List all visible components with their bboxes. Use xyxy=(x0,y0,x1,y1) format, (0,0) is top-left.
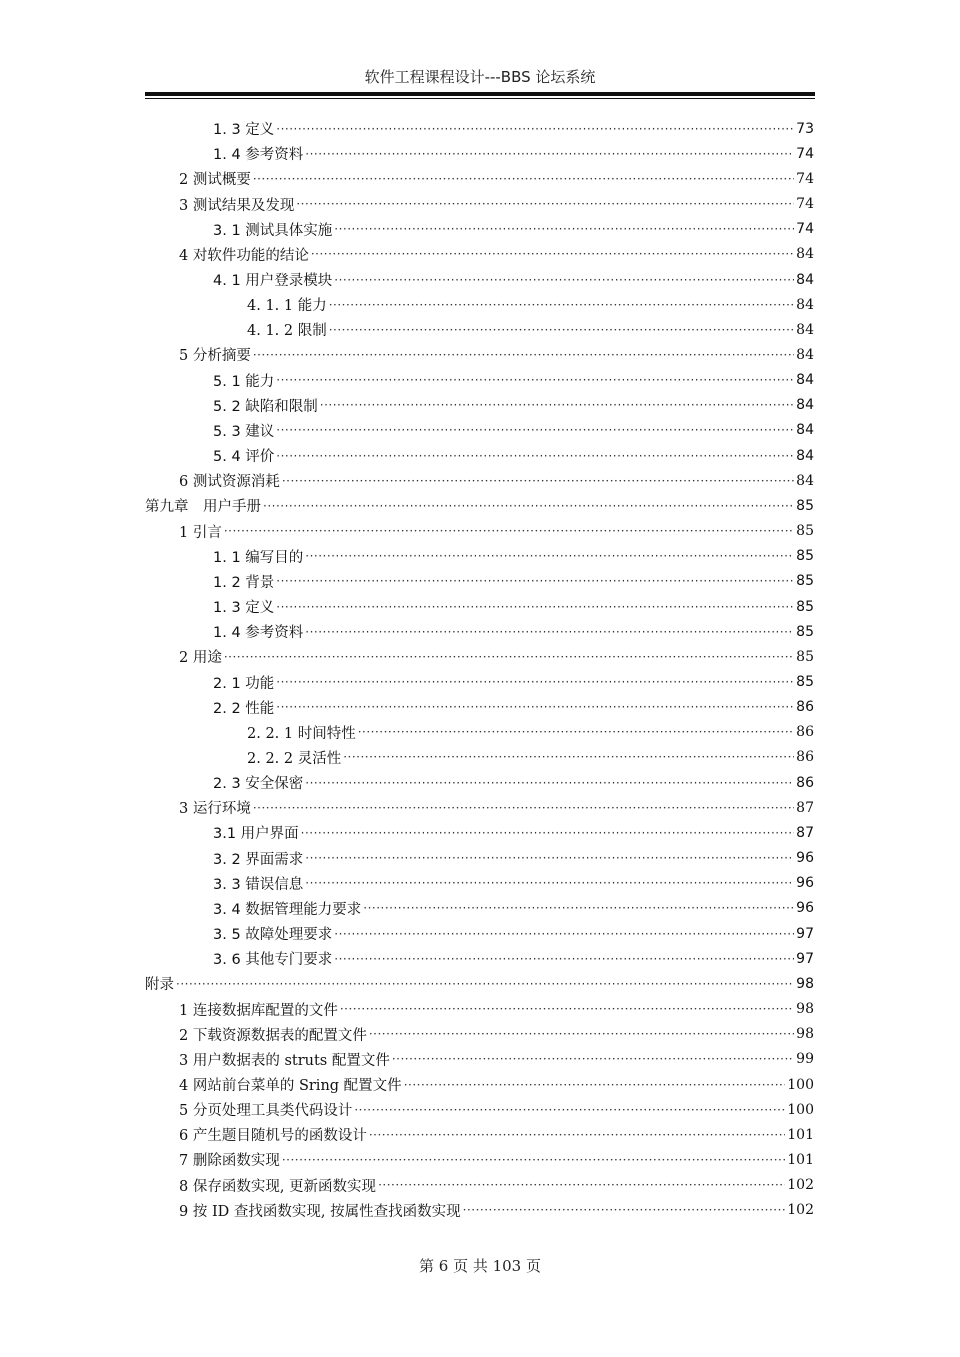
toc-entry-page: 85 xyxy=(796,573,814,590)
toc-entry[interactable] xyxy=(145,292,815,317)
toc-entry-page: 97 xyxy=(796,925,814,942)
toc-dot-leader xyxy=(463,1203,786,1217)
toc-entry-page: 85 xyxy=(796,674,814,691)
toc-entry-page: 84 xyxy=(796,246,814,263)
toc-entry-page: 98 xyxy=(796,1001,814,1018)
toc-dot-leader xyxy=(334,273,794,287)
toc-entry[interactable] xyxy=(145,846,815,871)
toc-entry-page: 87 xyxy=(796,799,814,816)
toc-entry-page: 86 xyxy=(796,749,814,766)
toc-entry-title: 2 测试概要 xyxy=(179,172,251,189)
toc-dot-leader xyxy=(363,901,794,915)
toc-dot-leader xyxy=(369,1128,785,1142)
toc-entry[interactable] xyxy=(145,871,815,896)
toc-entry-title: 3.1 用户界面 xyxy=(213,826,299,843)
toc-dot-leader xyxy=(334,222,794,236)
toc-entry-title: 3. 5 故障处理要求 xyxy=(213,927,333,944)
toc-entry[interactable] xyxy=(145,1122,815,1147)
toc-dot-leader xyxy=(358,725,794,739)
toc-entry-title: 3 用户数据表的 struts 配置文件 xyxy=(179,1052,390,1069)
toc-dot-leader xyxy=(305,147,794,161)
toc-dot-leader xyxy=(305,851,794,865)
toc-entry-page: 84 xyxy=(796,422,814,439)
toc-entry[interactable] xyxy=(145,468,815,493)
toc-entry-title: 6 测试资源消耗 xyxy=(179,474,280,491)
toc-entry-title: 5. 3 建议 xyxy=(213,423,275,440)
toc-dot-leader xyxy=(320,398,794,412)
toc-dot-leader xyxy=(176,977,794,991)
toc-entry-title: 2 下载资源数据表的配置文件 xyxy=(179,1027,367,1044)
toc-entry-page: 85 xyxy=(796,648,814,665)
toc-entry-page: 101 xyxy=(787,1151,814,1168)
toc-dot-leader xyxy=(276,600,794,614)
toc-entry-title: 5. 1 能力 xyxy=(213,373,275,390)
toc-entry-page: 84 xyxy=(796,472,814,489)
toc-entry[interactable] xyxy=(145,996,815,1021)
toc-dot-leader xyxy=(276,373,794,387)
toc-dot-leader xyxy=(329,298,794,312)
toc-entry-title: 1. 3 定义 xyxy=(213,600,275,617)
toc-dot-leader xyxy=(224,524,794,538)
toc-dot-leader xyxy=(253,801,794,815)
toc-entry[interactable] xyxy=(145,519,815,544)
toc-entry-title: 1. 1 编写目的 xyxy=(213,549,304,566)
toc-entry[interactable] xyxy=(145,368,815,393)
toc-dot-leader xyxy=(404,1078,786,1092)
page-footer: 第 6 页 共 103 页 xyxy=(418,1257,541,1275)
toc-entry[interactable] xyxy=(145,191,815,216)
toc-entry[interactable] xyxy=(145,795,815,820)
toc-entry-title: 5. 2 缺陷和限制 xyxy=(213,398,318,415)
toc-entry-page: 98 xyxy=(796,975,814,992)
toc-entry[interactable] xyxy=(145,317,815,342)
toc-entry-page: 84 xyxy=(796,397,814,414)
toc-entry-page: 96 xyxy=(796,900,814,917)
toc-entry[interactable] xyxy=(145,594,815,619)
toc-entry-page: 85 xyxy=(796,598,814,615)
toc-entry-title: 9 按 ID 查找函数实现, 按属性查找函数实现 xyxy=(179,1203,461,1220)
toc-entry-page: 85 xyxy=(796,523,814,540)
toc-entry[interactable] xyxy=(145,946,815,971)
toc-entry-page: 87 xyxy=(796,824,814,841)
toc-entry-title: 1 连接数据库配置的文件 xyxy=(179,1002,338,1019)
toc-entry-title: 1. 4 参考资料 xyxy=(213,625,304,642)
toc-dot-leader xyxy=(334,952,794,966)
toc-entry-page: 84 xyxy=(796,271,814,288)
toc-entry[interactable] xyxy=(145,267,815,292)
toc-entry-title: 3. 6 其他专门要求 xyxy=(213,952,333,969)
toc-entry-page: 74 xyxy=(796,221,814,238)
toc-entry[interactable] xyxy=(145,971,815,996)
toc-entry-page: 84 xyxy=(796,296,814,313)
toc-entry[interactable] xyxy=(145,443,815,468)
toc-entry-title: 3. 1 测试具体实施 xyxy=(213,222,333,239)
toc-dot-leader xyxy=(276,700,794,714)
toc-dot-leader xyxy=(253,172,794,186)
toc-entry[interactable] xyxy=(145,217,815,242)
toc-dot-leader xyxy=(378,1178,785,1192)
header-rule-thick xyxy=(145,92,815,96)
toc-entry[interactable] xyxy=(145,544,815,569)
toc-entry[interactable] xyxy=(145,669,815,694)
toc-entry-title: 1 引言 xyxy=(179,524,222,541)
toc-entry-title: 2. 2. 2 灵活性 xyxy=(247,750,342,767)
toc-dot-leader xyxy=(282,1153,785,1167)
toc-entry[interactable] xyxy=(145,1047,815,1072)
toc-entry-title: 4. 1. 2 限制 xyxy=(247,323,327,340)
toc-entry-page: 86 xyxy=(796,774,814,791)
toc-entry-title: 5. 4 评价 xyxy=(213,449,275,466)
toc-entry-title: 3. 3 错误信息 xyxy=(213,876,304,893)
toc-entry[interactable] xyxy=(145,1072,815,1097)
toc-entry[interactable] xyxy=(145,820,815,845)
toc-entry-page: 84 xyxy=(796,447,814,464)
toc-entry[interactable] xyxy=(145,242,815,267)
toc-entry-title: 2. 1 功能 xyxy=(213,675,275,692)
toc-entry-page: 74 xyxy=(796,145,814,162)
toc-entry[interactable] xyxy=(145,644,815,669)
toc-dot-leader xyxy=(340,1002,794,1016)
toc-entry-title: 4. 1. 1 能力 xyxy=(247,298,327,315)
toc-entry[interactable] xyxy=(145,1173,815,1198)
toc-entry-page: 84 xyxy=(796,321,814,338)
toc-entry[interactable] xyxy=(145,619,815,644)
toc-dot-leader xyxy=(305,549,794,563)
toc-entry-page: 99 xyxy=(796,1051,814,1068)
toc-entry-title: 3 运行环境 xyxy=(179,801,251,818)
toc-entry-title: 4 网站前台菜单的 Sring 配置文件 xyxy=(179,1078,402,1095)
toc-entry[interactable] xyxy=(145,1022,815,1047)
toc-entry[interactable] xyxy=(145,770,815,795)
toc-entry-page: 84 xyxy=(796,372,814,389)
toc-dot-leader xyxy=(224,650,794,664)
page-header-title: 软件工程课程设计---BBS 论坛系统 xyxy=(364,68,596,86)
toc-entry-page: 85 xyxy=(796,497,814,514)
toc-dot-leader xyxy=(354,1103,785,1117)
toc-entry[interactable] xyxy=(145,166,815,191)
toc-entry-title: 3. 2 界面需求 xyxy=(213,851,304,868)
toc-entry-page: 97 xyxy=(796,950,814,967)
toc-entry-page: 101 xyxy=(787,1126,814,1143)
toc-entry-title: 附录 xyxy=(145,977,174,994)
toc-entry-page: 96 xyxy=(796,850,814,867)
toc-entry-page: 86 xyxy=(796,724,814,741)
toc-entry[interactable] xyxy=(145,393,815,418)
toc-entry-page: 85 xyxy=(796,623,814,640)
toc-entry-title: 2. 2 性能 xyxy=(213,700,275,717)
toc-entry-page: 100 xyxy=(787,1076,814,1093)
toc-entry-page: 86 xyxy=(796,699,814,716)
toc-entry-page: 100 xyxy=(787,1101,814,1118)
toc-entry-page: 84 xyxy=(796,346,814,363)
toc-entry-title: 4 对软件功能的结论 xyxy=(179,247,309,264)
toc-dot-leader xyxy=(263,499,794,513)
toc-entry-title: 3 测试结果及发现 xyxy=(179,197,295,214)
toc-dot-leader xyxy=(305,776,794,790)
toc-entry-page: 96 xyxy=(796,875,814,892)
toc-entry[interactable] xyxy=(145,493,815,518)
toc-dot-leader xyxy=(301,826,795,840)
toc-dot-leader xyxy=(392,1052,794,1066)
toc-entry-page: 73 xyxy=(796,120,814,137)
toc-entry[interactable] xyxy=(145,896,815,921)
toc-entry[interactable] xyxy=(145,569,815,594)
toc-entry[interactable] xyxy=(145,116,815,141)
toc-dot-leader xyxy=(276,122,794,136)
toc-dot-leader xyxy=(305,625,794,639)
toc-entry-title: 2 用途 xyxy=(179,650,222,667)
toc-entry[interactable] xyxy=(145,921,815,946)
toc-dot-leader xyxy=(334,927,794,941)
toc-entry[interactable] xyxy=(145,1198,815,1223)
toc-entry-title: 5 分析摘要 xyxy=(179,348,251,365)
toc-entry-page: 98 xyxy=(796,1026,814,1043)
toc-dot-leader xyxy=(253,348,794,362)
toc-dot-leader xyxy=(296,197,794,211)
toc-entry-title: 4. 1 用户登录模块 xyxy=(213,273,333,290)
table-of-contents xyxy=(145,116,815,1223)
toc-dot-leader xyxy=(282,474,794,488)
toc-dot-leader xyxy=(311,247,794,261)
toc-entry[interactable] xyxy=(145,418,815,443)
toc-entry[interactable] xyxy=(145,342,815,367)
toc-entry-title: 5 分页处理工具类代码设计 xyxy=(179,1103,353,1120)
toc-dot-leader xyxy=(343,750,794,764)
toc-dot-leader xyxy=(329,323,794,337)
toc-entry-title: 3. 4 数据管理能力要求 xyxy=(213,901,362,918)
toc-entry[interactable] xyxy=(145,1097,815,1122)
toc-entry-title: 7 删除函数实现 xyxy=(179,1153,280,1170)
toc-entry-page: 74 xyxy=(796,196,814,213)
toc-dot-leader xyxy=(369,1027,794,1041)
toc-entry-page: 74 xyxy=(796,170,814,187)
header-rule-thin xyxy=(145,98,815,99)
toc-entry-page: 85 xyxy=(796,548,814,565)
toc-entry-title: 2. 3 安全保密 xyxy=(213,776,304,793)
toc-entry-title: 第九章 用户手册 xyxy=(145,499,261,516)
toc-dot-leader xyxy=(276,449,794,463)
toc-entry-title: 1. 3 定义 xyxy=(213,122,275,139)
toc-entry-page: 102 xyxy=(787,1202,814,1219)
toc-entry-title: 2. 2. 1 时间特性 xyxy=(247,725,356,742)
toc-entry[interactable] xyxy=(145,141,815,166)
toc-dot-leader xyxy=(305,876,794,890)
toc-dot-leader xyxy=(276,675,794,689)
toc-entry-title: 8 保存函数实现, 更新函数实现 xyxy=(179,1178,377,1195)
toc-entry[interactable] xyxy=(145,1147,815,1172)
toc-dot-leader xyxy=(276,423,794,437)
toc-entry[interactable] xyxy=(145,695,815,720)
toc-entry-page: 102 xyxy=(787,1177,814,1194)
toc-entry-title: 6 产生题目随机号的函数设计 xyxy=(179,1128,367,1145)
toc-entry-title: 1. 4 参考资料 xyxy=(213,147,304,164)
toc-entry[interactable] xyxy=(145,745,815,770)
toc-dot-leader xyxy=(276,574,794,588)
toc-entry-title: 1. 2 背景 xyxy=(213,574,275,591)
toc-entry[interactable] xyxy=(145,720,815,745)
